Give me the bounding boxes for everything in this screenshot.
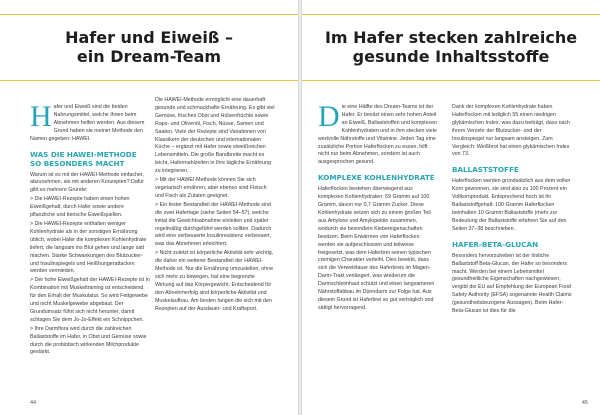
top-rule (0, 14, 298, 15)
bottom-rule (302, 80, 600, 81)
paragraph: Warum ist es mit der HAWEI-Methode einfacher, abzunehmen, als mit anderen Konzepten? Dafür gibt es mehrere Gründe: (30, 171, 144, 194)
section-heading: WAS DIE HAWEI-METHODE SO BESONDERS MACHT (30, 149, 137, 168)
bullet-item: > Ihre Darmflora wird durch die zahlreichen Ballaststoffe im Hafer, in Obst und Gemüse sowie durch die probiotisch wirkenden Milchprodukte gestärkt. (30, 325, 147, 356)
title-line-2: gesunde Inhaltsstoffe (352, 47, 550, 66)
right-page (302, 0, 600, 415)
left-page (0, 0, 298, 415)
right-column-1 (318, 100, 438, 314)
bullet-item: > Die HAWEI-Rezepte haben einen hohen Eiweißgehalt, durch Hafer sowie andere pflanzliche und tierische Eiweißquellen. (30, 196, 130, 219)
section-heading: KOMPLEXE KOHLENHYDRATE (318, 173, 435, 183)
bullet-item: > Mit der HAWEI-Methode können Sie sich vegetarisch ernähren, aber ebenso sind Fleisch und Fisch als Zutaten geeignet. (155, 177, 267, 199)
bullet-item: > Die HAWEI-Rezepte enthalten weniger Kohlenhydrate als in der sonstigen Ernährung üblich, wobei Hafer die komplexen Kohlenhydrate liefert, die langsam ins Blut gehen und lange satt machen. Starke Schwankungen des Blutzucker- und Insulinspiegels und Heißhungerattacken werden vermieden. (30, 220, 147, 275)
intro-paragraph (318, 100, 438, 167)
top-rule (302, 14, 600, 15)
paragraph: Haferflocken werden grundsätzlich aus dem vollen Korn gewonnen, sie sind also zu 100 Prozent ein Vollkornprodukt. Entsprechend hoch ist ihr Ballaststoffgehalt: 100 Gramm Haferflocken beinhalten 10 Gramm Ballaststoffe (mehr zur Bedeutung der Ballaststoffe erfahren Sie auf den Seiten 37–38 beschrieben. (452, 178, 571, 232)
page-number: 45 (581, 400, 588, 406)
page-title (302, 28, 600, 66)
paragraph: Haferflocken bestehen überwiegend aus komplexen Kohlenhydraten: 59 Gramm auf 100 Gramm, davon nur 0,7 Gramm Zucker. Diese Kohlenhydrate setzen sich zu einem großen Teil aus Amylose und Amylopektin zusammen, wodurch sie besondere Klebereigenschaften besitzen. Beim Erwärmen von Haferflocken werden sie aufgeschlossen und teilweise freigesetzt, was dem Haferbrei seinen typischen cremigen Charakter verleiht. Dies bewirkt, dass sich die Verweildauer des Haferbreis im Magen-Darm-Trakt verlängert, was wiederum die Darmschleimhaut schützt und einen langsameren Nährstoffabbau im Dünndarm zur Folge hat. Aus diesem Grund ist Haferbrei so gut verträglich und sättigt hervorragend. (318, 186, 435, 311)
title-line-1: Im Hafer stecken zahlreiche (324, 28, 578, 47)
intro-paragraph (30, 100, 150, 144)
right-column-2 (452, 104, 572, 317)
page-title (0, 28, 298, 66)
bullet-item: Die HAWEI-Methode ermöglicht eine dauerhaft gesunde und schmackhafte Ernährung. Es gibt viel Gemüse, frisches Obst und Hülsenfrüchte sowie Raps- und Olivenöl, Fisch, Nüsse, Samen und Saaten. Viele der Rezepte sind Variationen von Klassikern der deutschen und internationalen Küche – ergänzt mit Hafer sowie eiweißreichen Lebensmitteln. Die große Bandbreite macht es leicht, Hafermahlzeiten in Ihre tägliche Ernährung zu integrieren. (155, 97, 275, 175)
intro-text: ie eine Hälfte des Dream-Teams ist der Hafer. Er besitzt einen sehr hohen Anteil an Eiweiß, Ballaststoffen und komplexen Kohlenhydraten und in ihm stecken viele wertvolle Nährstoffe und Vitamine. Jeden Tag eine zusätzliche Portion Haferflocken zu essen, hilft nicht nur beim Abnehmen, sondern ist auch ausgesprochen gesund. (318, 104, 437, 166)
page-number: 44 (30, 400, 37, 406)
intro-text: afer und Eiweiß sind die beiden Nahrungsmittel, welche Ihnen beim Abnehmen helfen werden. Aus diesem Grund haben sie meiner Methode den Namen gegeben: HAWEI. (30, 104, 145, 142)
left-column-1 (30, 100, 150, 358)
section-heading: BALLASTSTOFFE (452, 165, 519, 175)
bullet-item: > Nicht zuletzt ist körperliche Aktivität sehr wichtig, die daher ein weiterer Bestandteil der HAWEI-Methode ist. Nur die Ernährung umzustellen, ohne sich mehr zu bewegen, hat eine begrenzte Wirkung auf das Körpergewicht. Entscheidend für den Abnehmerfolg sind körperliche Aktivität und Muskelaufbau. Am besten fangen die sich mit den Rezepten auf der Ausdauer- und Kraftsport. (155, 250, 274, 312)
left-column-2 (155, 97, 275, 314)
bottom-rule (0, 80, 298, 81)
paragraph: Besonders hervorzuheben ist der lösliche Ballaststoff Beta-Glucan, der Hafer so besonders macht. Werden bei einem Lebensmittel gesundheitliche Eigenschaften nachgewiesen, vergibt die EU auf Empfehlung der European Food Safety Authority (EFSA) sogenannte Health Claims (gesundheitsbezogene Aussagen). Beim Hafer-Beta-Glucan ist dies für die (452, 252, 572, 315)
bullet-item: > Der hohe Eiweißgehalt der HAWEI-Rezepte ist in Kombination mit Muskeltraining ist entscheidend für den Erhalt der Muskulatur. So wird Fettgewebe und nicht Muskelgewebe abgebaut. Der Grundumsatz führt sich nicht herunter, damit schlagen Sie dem Jo-Jo-Effekt ein Schnippchen. (30, 277, 150, 323)
title-line-1: Hafer und Eiweiß – (65, 28, 233, 47)
drop-cap: D (318, 100, 340, 133)
title-line-2: ein Dream-Team (76, 47, 222, 66)
section-heading: HAFER-BETA-GLUCAN (452, 239, 539, 249)
paragraph: Dank der komplexen Kohlenhydrate haben Haferflocken mit lediglich 55 einen niedrigen glykämischen Index, was dazu beiträgt, dass nach ihrem Verzehr der Blutzucker- und der Insulinspiegel nur langsam ansteigen. Zum Vergleich: Weißbrot hat einen glykämischen Index von 73. (452, 104, 571, 158)
bullet-item: > Ein fester Bestandteil der HAWEI-Methode sind die zwei Hafertage (siehe Seiten 54–57), welche initial die Gewichtsabnahme einleiten und später regelmäßig durchgeführt werden sollten. Dadurch wird eine verbesserte Insulinresistenz verbessert, was das Abnehmen erleichtert. (155, 201, 272, 248)
drop-cap: H (30, 100, 52, 133)
